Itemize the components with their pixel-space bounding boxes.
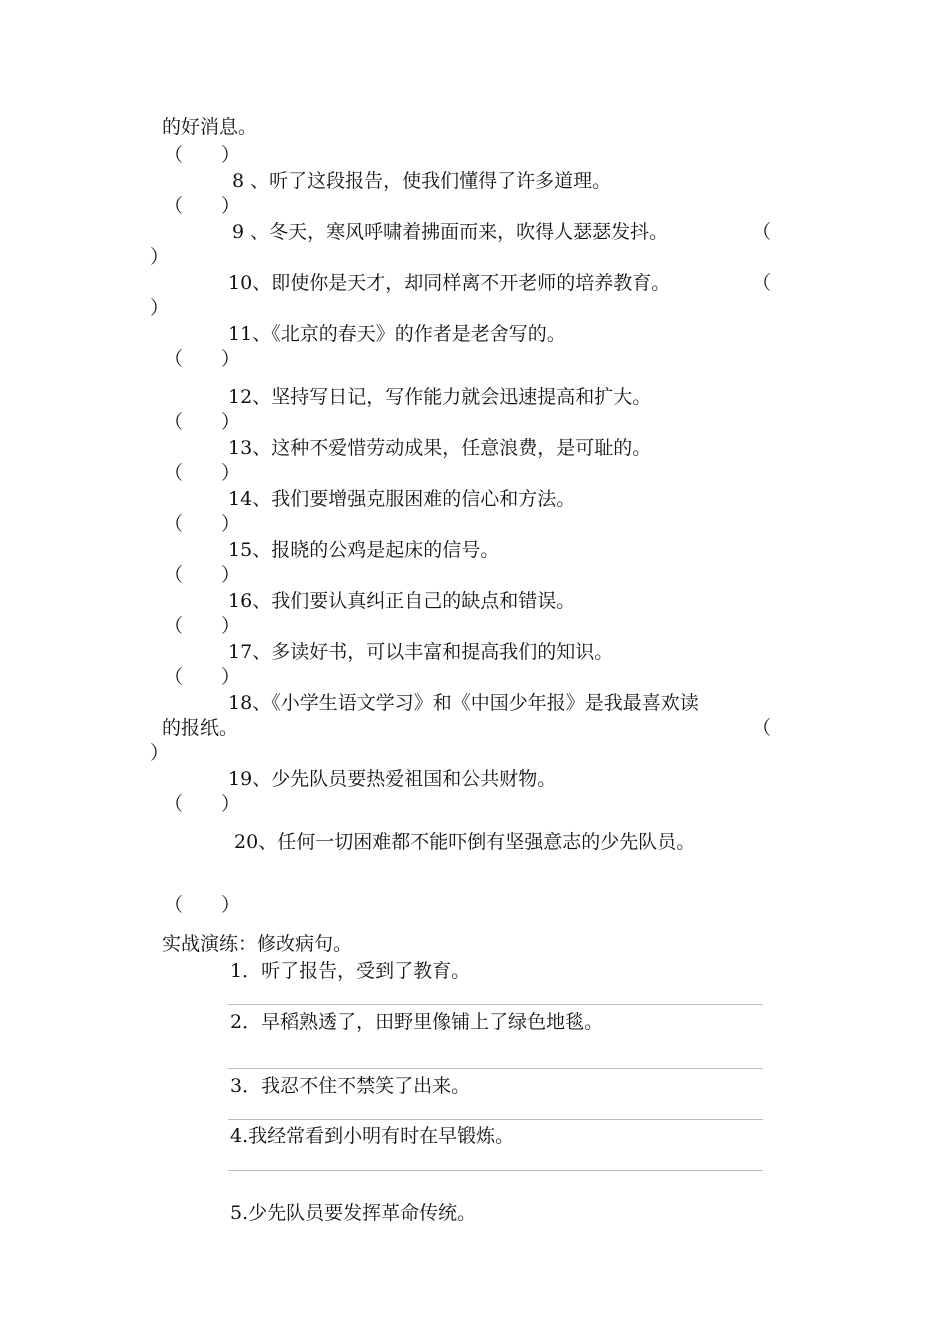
practice-item-3: 3．我忍不住不禁笑了出来。 bbox=[230, 1075, 471, 1097]
item-15 bbox=[228, 541, 499, 560]
item-text: 报晓的公鸡是起床的信号。 bbox=[271, 539, 500, 561]
item-separator: 、 bbox=[252, 323, 272, 345]
answer-blank-12: （ ） bbox=[164, 411, 241, 433]
item-number: 11 bbox=[228, 323, 253, 345]
item-separator: 、 bbox=[252, 386, 272, 408]
answer-blank-18-open: （ bbox=[752, 717, 772, 739]
item-separator: 、 bbox=[252, 641, 272, 663]
answer-blank-18-close: ） bbox=[150, 742, 170, 764]
answer-blank-16: （ ） bbox=[164, 615, 241, 637]
item-10 bbox=[228, 274, 670, 293]
item-separator: 、 bbox=[252, 692, 272, 714]
answer-line-3[interactable] bbox=[228, 1119, 763, 1120]
item-20 bbox=[234, 833, 695, 852]
item-number: 12 bbox=[228, 386, 253, 408]
item-number: 18 bbox=[228, 692, 253, 714]
item-8 bbox=[232, 172, 611, 191]
answer-blank-9-close: ） bbox=[150, 246, 170, 268]
answer-blank-9-open: （ bbox=[752, 221, 772, 243]
answer-line-4[interactable] bbox=[228, 1170, 763, 1171]
answer-blank-19: （ ） bbox=[164, 793, 241, 815]
item-number: 19 bbox=[228, 768, 253, 790]
answer-blank-14: （ ） bbox=[164, 513, 241, 535]
answer-blank-8: （ ） bbox=[164, 195, 241, 217]
answer-blank-10-open: （ bbox=[752, 272, 772, 294]
item-separator: 、 bbox=[258, 831, 278, 853]
item-14 bbox=[228, 490, 575, 509]
item-number: 9 bbox=[232, 221, 245, 243]
answer-line-2[interactable] bbox=[228, 1068, 763, 1069]
practice-item-1: 1．听了报告，受到了教育。 bbox=[230, 960, 471, 982]
item-18-continuation: 的报纸。 bbox=[162, 717, 239, 739]
item-18 bbox=[228, 694, 699, 713]
item-text: 多读好书，可以丰富和提高我们的知识。 bbox=[271, 641, 614, 663]
item-number: 14 bbox=[228, 488, 253, 510]
item-11 bbox=[228, 325, 566, 344]
item-number: 8 bbox=[232, 170, 245, 192]
item-12 bbox=[228, 388, 651, 407]
item-text: 《北京的春天》的作者是老舍写的。 bbox=[271, 323, 566, 345]
practice-heading: 实战演练：修改病句。 bbox=[162, 933, 353, 955]
practice-item-2: 2．早稻熟透了，田野里像铺上了绿色地毯。 bbox=[230, 1011, 604, 1033]
item-text: 少先队员要热爱祖国和公共财物。 bbox=[271, 768, 557, 790]
answer-blank-10-close: ） bbox=[150, 297, 170, 319]
answer-blank-15: （ ） bbox=[164, 564, 241, 586]
item-text: 听了这段报告，使我们懂得了许多道理。 bbox=[269, 170, 612, 192]
item-separator: 、 bbox=[250, 170, 270, 192]
item-9 bbox=[232, 223, 668, 242]
practice-item-5: 5.少先队员要发挥革命传统。 bbox=[230, 1202, 477, 1224]
item-separator: 、 bbox=[250, 221, 270, 243]
item-number: 20 bbox=[234, 831, 259, 853]
answer-blank-7: （ ） bbox=[164, 144, 241, 166]
item-number: 15 bbox=[228, 539, 253, 561]
item-13 bbox=[228, 439, 651, 458]
answer-line-1[interactable] bbox=[228, 1004, 763, 1005]
item-19 bbox=[228, 770, 556, 789]
item-separator: 、 bbox=[252, 590, 272, 612]
practice-item-4: 4.我经常看到小明有时在早锻炼。 bbox=[230, 1125, 515, 1147]
answer-blank-11: （ ） bbox=[164, 348, 241, 370]
continuation-text: 的好消息。 bbox=[162, 116, 258, 138]
item-separator: 、 bbox=[252, 539, 272, 561]
answer-blank-13: （ ） bbox=[164, 462, 241, 484]
item-text: 我们要认真纠正自己的缺点和错误。 bbox=[271, 590, 576, 612]
item-number: 16 bbox=[228, 590, 253, 612]
item-number: 10 bbox=[228, 272, 253, 294]
item-17 bbox=[228, 643, 613, 662]
item-separator: 、 bbox=[252, 437, 272, 459]
item-text: 我们要增强克服困难的信心和方法。 bbox=[271, 488, 576, 510]
item-text: 任何一切困难都不能吓倒有坚强意志的少先队员。 bbox=[277, 831, 696, 853]
item-text: 这种不爱惜劳动成果，任意浪费，是可耻的。 bbox=[271, 437, 652, 459]
item-number: 13 bbox=[228, 437, 253, 459]
answer-blank-17: （ ） bbox=[164, 666, 241, 688]
item-separator: 、 bbox=[252, 488, 272, 510]
item-separator: 、 bbox=[252, 272, 272, 294]
item-separator: 、 bbox=[252, 768, 272, 790]
item-number: 17 bbox=[228, 641, 253, 663]
item-text: 坚持写日记，写作能力就会迅速提高和扩大。 bbox=[271, 386, 652, 408]
item-16 bbox=[228, 592, 575, 611]
item-text: 冬天，寒风呼啸着拂面而来，吹得人瑟瑟发抖。 bbox=[269, 221, 669, 243]
answer-blank-20: （ ） bbox=[164, 894, 241, 916]
item-text: 即使你是天才，却同样离不开老师的培养教育。 bbox=[271, 272, 671, 294]
item-text: 《小学生语文学习》和《中国少年报》是我最喜欢读 bbox=[271, 692, 699, 714]
